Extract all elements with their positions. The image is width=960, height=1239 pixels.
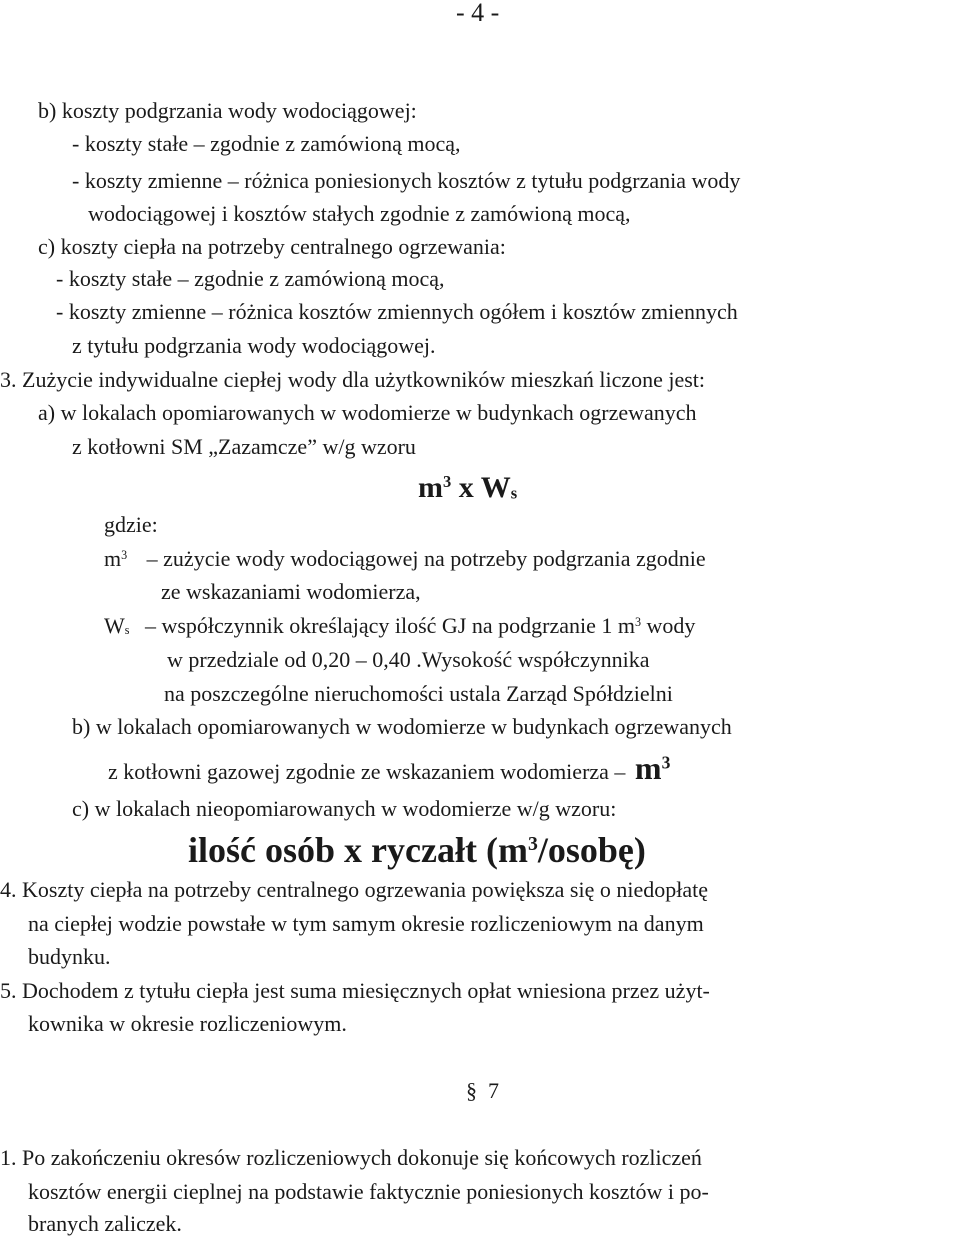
definition-m-exponent: 3 xyxy=(121,547,128,562)
formula-ryczalt-exponent: 3 xyxy=(527,833,538,856)
point-3b-formula-exponent: 3 xyxy=(661,752,671,773)
page-number: - 4 - xyxy=(456,0,500,27)
definition-w-text-b: wody xyxy=(641,613,696,638)
section-b-item-1: - koszty stałe – zgodnie z zamówioną mocą, xyxy=(72,131,461,156)
formula-ryczalt-b: /osobę) xyxy=(537,830,646,870)
definition-ws-line-1 xyxy=(104,613,695,639)
section-c-item-2-line-2: z tytułu podgrzania wody wodociągowej. xyxy=(72,333,436,358)
point-3b-formula-m: m xyxy=(634,750,662,786)
point-3b-formula xyxy=(635,750,670,786)
section-c-item-1: - koszty stałe – zgodnie z zamówioną mocą, xyxy=(56,266,445,291)
definition-m3-line-1 xyxy=(104,546,706,572)
formula-m-exponent: 3 xyxy=(443,472,452,492)
section-b-item-2-line-1: - koszty zmienne – różnica poniesionych kosztów z tytułu podgrzania wody xyxy=(72,168,741,193)
definition-m-symbol: m xyxy=(104,546,122,571)
point-3a-line-2: z kotłowni SM „Zazamcze” w/g wzoru xyxy=(72,434,416,459)
formula-m: m xyxy=(418,471,443,504)
point-3b-text: z kotłowni gazowej zgodnie ze wskazaniem wodomierza – xyxy=(108,759,626,784)
point-4-line-2: na ciepłej wodzie powstałe w tym samym okresie rozliczeniowym na danym xyxy=(28,911,704,936)
definition-w-exponent: 3 xyxy=(634,614,642,629)
point-1-line-1: 1. Po zakończeniu okresów rozliczeniowych dokonuje się końcowych rozliczeń xyxy=(0,1145,702,1170)
definition-w-symbol: W xyxy=(104,613,125,638)
point-4-line-3: budynku. xyxy=(28,944,111,969)
definition-m-text: – zużycie wody wodociągowej na potrzeby podgrzania zgodnie xyxy=(146,546,706,571)
point-3b-line-1: b) w lokalach opomiarowanych w wodomierze w budynkach ogrzewanych xyxy=(72,714,732,739)
section-b-heading: b) koszty podgrzania wody wodociągowej: xyxy=(38,98,417,123)
paragraph-heading: § 7 xyxy=(466,1078,499,1103)
formula-x: x xyxy=(458,471,474,504)
definition-m3-line-2: ze wskazaniami wodomierza, xyxy=(161,579,421,604)
gdzie-label: gdzie: xyxy=(104,512,158,537)
definition-w-subscript: s xyxy=(124,623,130,638)
section-c-item-2-line-1: - koszty zmienne – różnica kosztów zmiennych ogółem i kosztów zmiennych xyxy=(56,299,738,324)
definition-w-text-a: – współczynnik określający ilość GJ na podgrzanie 1 m xyxy=(144,613,635,638)
point-4-line-1: 4. Koszty ciepła na potrzeby centralnego ogrzewania powiększa się o niedopłatę xyxy=(0,877,708,902)
point-5-line-1: 5. Dochodem z tytułu ciepła jest suma miesięcznych opłat wniesiona przez użyt- xyxy=(0,978,710,1003)
formula-w: W xyxy=(480,471,511,504)
point-5-line-2: kownika w okresie rozliczeniowym. xyxy=(28,1011,347,1036)
point-3c-line-1: c) w lokalach nieopomiarowanych w wodomierze w/g wzoru: xyxy=(72,796,617,821)
point-3a-line-1: a) w lokalach opomiarowanych w wodomierze w budynkach ogrzewanych xyxy=(38,400,697,425)
point-3-heading: 3. Zużycie indywidualne ciepłej wody dla użytkowników mieszkań liczone jest: xyxy=(0,367,706,392)
section-c-heading: c) koszty ciepła na potrzeby centralnego ogrzewania: xyxy=(38,234,506,259)
formula-m3-x-ws xyxy=(418,470,517,506)
point-1-line-2: kosztów energii cieplnej na podstawie faktycznie poniesionych kosztów i po- xyxy=(28,1179,709,1204)
section-b-item-2-line-2: wodociągowej i kosztów stałych zgodnie z zamówioną mocą, xyxy=(88,201,631,226)
definition-ws-line-3: na poszczególne nieruchomości ustala Zarząd Spółdzielni xyxy=(164,681,673,706)
formula-w-subscript: s xyxy=(510,483,518,503)
formula-ryczalt-a: ilość osób x ryczałt (m xyxy=(188,830,528,870)
formula-ryczalt xyxy=(188,829,646,871)
point-3b-line-2 xyxy=(108,750,670,786)
point-1-line-3: branych zaliczek. xyxy=(28,1211,182,1236)
definition-ws-line-2: w przedziale od 0,20 – 0,40 .Wysokość współczynnika xyxy=(167,647,650,672)
